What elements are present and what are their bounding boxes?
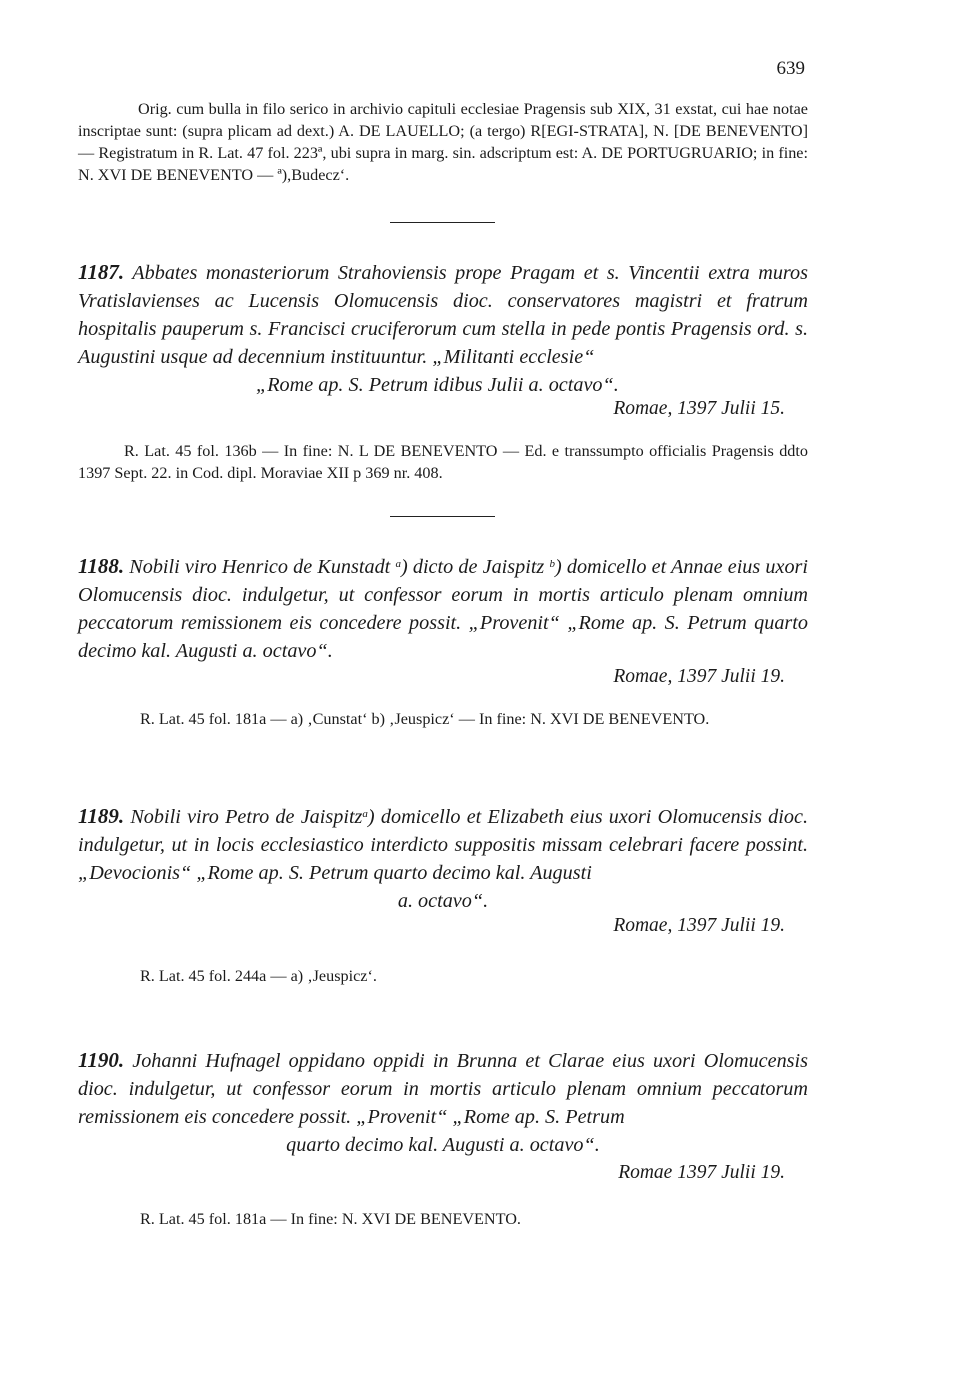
entry-tail: quarto decimo kal. Augusti a. octavo“. (286, 1134, 600, 1156)
entry-text: Abbates monasteriorum Strahoviensis prope Pragam et s. Vincentii extra muros Vratislavienses ac Lucensis Olomucensis dioc. conservatores magistri et fratrum hospitalis pauperum s. Francisci cruciferorum cum stella in pede pontis Pragensis ord. s. Augustini usque ad decennium instituuntur. „Militanti ecclesie“ (78, 262, 808, 368)
entry-body: 1189. Nobili viro Petro de Jaispitz$^a$) domicello et Elizabeth eius uxori Olomucensis dioc. indulgetur, ut in locis ecclesiastico interdicto suppositis missam celebrari facere possint. „Devocionis“ „Rome ap. S. Petrum quarto decimo kal. Augusti (78, 804, 808, 884)
entry-date: Romae 1397 Julii 19. (618, 1162, 785, 1183)
entry-body (78, 258, 808, 371)
footnote-mark: a (395, 558, 401, 570)
entry-number: 1189. (78, 804, 125, 828)
entry-1190 (78, 1046, 808, 1159)
entry-note: R. Lat. 45 fol. 244a — a) ‚Jeuspicz‘. (140, 967, 377, 985)
entry-text: Nobili viro Henrico de Kunstadt (129, 556, 391, 578)
intro-note: Orig. cum bulla in filo serico in archivio capituli ecclesiae Pragensis sub XIX, 31 exstat, cui hae notae inscriptae sunt: (supra plicam ad dext.) A. DE LAUELLO; (a tergo) R[EGI-STRATA], N. [DE BENEVENTO] — Registratum in R. Lat. 47 fol. 223ª, ubi supra in marg. sin. adscriptum est: A. DE PORTUGRUARIO; in fine: N. XVI DE BENEVENTO — ª),Budecz‘. (78, 100, 808, 184)
entry-text: dicto de Jaispitz (412, 556, 545, 578)
separator-rule (390, 222, 495, 223)
entry-1189 (78, 802, 808, 915)
entry-number: 1190. (78, 1048, 125, 1072)
entry-date: Romae, 1397 Julii 15. (613, 398, 785, 419)
entry-1188 (78, 552, 808, 665)
entry-body: 1188. Nobili viro Henrico de Kunstadt $^a$) dicto de Jaispitz $^b$) domicello et Annae eius uxori Olomucensis dioc. indulgetur, ut confessor eorum in mortis articulo plenam omnium peccatorum remissionem eis concedere possit. „Provenit“ „Rome ap. S. Petrum quarto decimo kal. Augusti a. octavo“. (78, 554, 809, 662)
entry-note: R. Lat. 45 fol. 181a — a) ‚Cunstat‘ b) ‚Jeuspicz‘ — In fine: N. XVI DE BENEVENTO. (140, 710, 710, 728)
footnote-mark: b (549, 558, 555, 570)
entry-note: R. Lat. 45 fol. 136b — In fine: N. L DE BENEVENTO — Ed. e transsumpto officialis Pragensis ddto 1397 Sept. 22. in Cod. dipl. Moraviae XII p 369 nr. 408. (78, 442, 808, 482)
entry-1187 (78, 258, 808, 399)
entry-text: Johanni Hufnagel oppidano oppidi in Brunna et Clarae eius uxori Olomucensis dioc. indulgetur, ut confessor eorum in mortis articulo plenam omnium peccatorum remissionem eis concedere possit. „Provenit“ „Rome ap. S. Petrum (78, 1050, 808, 1128)
entry-tail: a. octavo“. (397, 890, 489, 912)
separator-rule (390, 516, 495, 517)
entry-text: Nobili viro Petro de Jaispitz (130, 806, 363, 828)
entry-date: Romae, 1397 Julii 19. (613, 666, 785, 687)
entry-text: domicello et Annae eius uxori Olomucensis dioc. indulgetur, ut confessor eorum in mortis articulo plenam omnium peccatorum remissionem eis concedere possit. „Provenit“ „Rome ap. S. Petrum quarto decimo kal. Augusti a. octavo“. (78, 556, 809, 662)
entry-note: R. Lat. 45 fol. 181a — In fine: N. XVI DE BENEVENTO. (140, 1210, 521, 1228)
entry-number: 1187. (78, 260, 125, 284)
footnote-mark: a (362, 808, 368, 820)
entry-number: 1188. (78, 554, 125, 578)
page-number: 639 (776, 58, 805, 79)
entry-body (78, 1046, 808, 1131)
entry-tail: „Rome ap. S. Petrum idibus Julii a. octavo“. (256, 374, 619, 396)
entry-date: Romae, 1397 Julii 19. (613, 915, 785, 936)
entry-text: domicello et Elizabeth eius uxori Olomucensis dioc. indulgetur, ut in locis ecclesiastico interdicto suppositis missam celebrari facere possint. „Devocionis“ „Rome ap. S. Petrum quarto decimo kal. Augusti (78, 806, 808, 884)
